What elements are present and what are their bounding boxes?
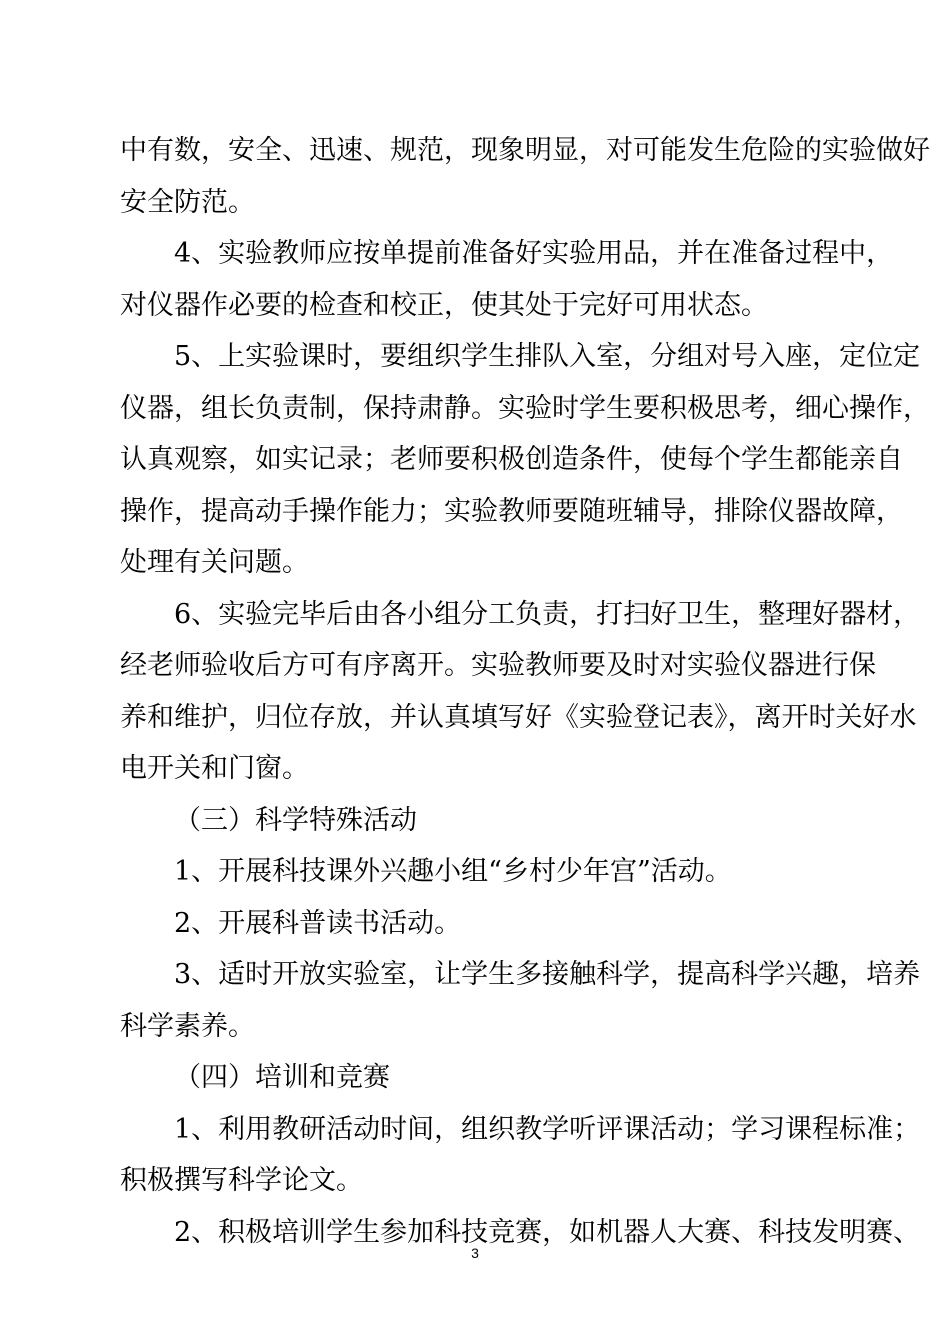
paragraph-line: 处理有关问题。 <box>120 547 309 578</box>
paragraph-line: 电开关和门窗。 <box>120 753 309 784</box>
section-heading: （四）培训和竞赛 <box>174 1062 390 1093</box>
paragraph-line: 科学素养。 <box>120 1010 255 1042</box>
paragraph-line: 3、适时开放实验室，让学生多接触科学，提高科学兴趣，培养 <box>174 959 921 990</box>
paragraph-line: 5、上实验课时，要组织学生排队入室，分组对号入座，定位定 <box>174 341 921 372</box>
paragraph-line: 4、实验教师应按单提前准备好实验用品，并在准备过程中， <box>174 238 894 269</box>
paragraph-line: 1、开展科技课外兴趣小组“乡村少年宫”活动。 <box>174 856 732 887</box>
paragraph-line: 仪器，组长负责制，保持肃静。实验时学生要积极思考，细心操作， <box>120 392 930 424</box>
paragraph-line: 对仪器作必要的检查和校正，使其处于完好可用状态。 <box>120 289 768 321</box>
paragraph-line: 养和维护，归位存放，并认真填写好《实验登记表》，离开时关好水 <box>120 701 917 733</box>
section-heading: （三）科学特殊活动 <box>174 804 417 836</box>
paragraph-line: 操作，提高动手操作能力；实验教师要随班辅导，排除仪器故障， <box>120 495 903 527</box>
paragraph-line: 1、利用教研活动时间，组织教学听评课活动；学习课程标准； <box>174 1113 921 1145</box>
paragraph-line: 积极撰写科学论文。 <box>120 1165 363 1196</box>
paragraph-line: 认真观察，如实记录；老师要积极创造条件，使每个学生都能亲自 <box>120 444 903 475</box>
paragraph-line: 6、实验完毕后由各小组分工负责，打扫好卫生，整理好器材， <box>174 598 921 630</box>
page-number: 3 <box>471 1245 479 1261</box>
document-body <box>120 125 930 1258</box>
paragraph-line: 安全防范。 <box>120 186 255 218</box>
paragraph-line: 2、开展科普读书活动。 <box>174 907 462 939</box>
paragraph-line: 经老师验收后方可有序离开。实验教师要及时对实验仪器进行保 <box>120 650 876 681</box>
paragraph-line: 2、积极培训学生参加科技竞赛，如机器人大赛、科技发明赛、 <box>174 1216 921 1248</box>
paragraph-line: 中有数，安全、迅速、规范，现象明显，对可能发生危险的实验做好 <box>120 135 930 166</box>
